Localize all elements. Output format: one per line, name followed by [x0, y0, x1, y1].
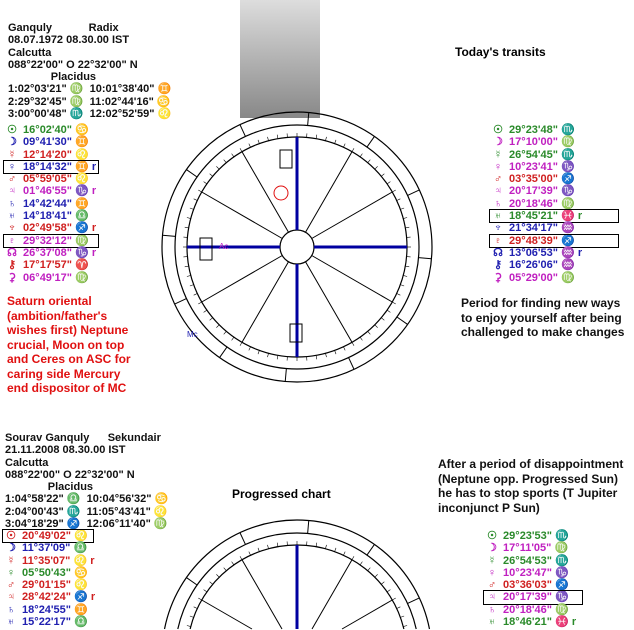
zodiac-sign-icon: ♏: [555, 530, 569, 542]
progressed-degree-tick: [240, 556, 242, 559]
zodiac-sign-icon: ♑: [561, 185, 575, 198]
progressed-degree-tick: [232, 562, 234, 565]
zodiac-sign-icon: ♌: [74, 530, 88, 542]
planet-position: 20°18'46": [506, 197, 562, 210]
planet-position: 20°17'39": [506, 185, 562, 198]
radix-degree-tick: [392, 302, 395, 304]
planet-glyph-icon: ♃: [487, 591, 497, 604]
zodiac-sign-icon: ♎: [73, 542, 88, 555]
progressed-degree-tick: [249, 552, 251, 556]
zodiac-sign-icon: ♈: [75, 259, 89, 272]
zodiac-sign-icon: ♍: [75, 234, 89, 247]
progressed-house-cusp: [312, 560, 352, 629]
progressed-degree-tick: [375, 574, 378, 577]
zodiac-sign-icon: ♌: [74, 579, 88, 592]
zodiac-sign-icon: ♒: [561, 246, 575, 259]
planet-glyph-icon: ♃: [6, 591, 16, 604]
radix-house-cusp: [306, 152, 353, 233]
mc-label: Mc: [187, 330, 198, 339]
radix-degree-tick: [194, 293, 198, 295]
planet-glyph-icon: ♂: [493, 173, 503, 186]
zodiac-sign-icon: ♐: [561, 234, 575, 247]
progressed-degree-tick: [360, 562, 362, 565]
radix-sign-divider: [367, 136, 374, 147]
progressed-degree-tick: [198, 598, 201, 600]
radix-degree-tick: [185, 227, 189, 228]
progressed-degree-tick: [352, 556, 354, 559]
node-highlight-circle: [274, 186, 288, 200]
retrograde-marker: r: [568, 616, 577, 629]
transit-interpretation: Period for finding new ways to enjoy yourself after being challenged to make changes: [461, 296, 625, 339]
radix-degree-tick: [210, 318, 213, 321]
planet-glyph-icon: ⚳: [493, 271, 503, 284]
radix-sign-divider: [240, 125, 245, 137]
progressed-degree-tick: [190, 616, 194, 617]
planet-position: 21°34'17": [506, 222, 562, 235]
retrograde-marker: r: [574, 210, 583, 223]
zodiac-sign-icon: ♊: [74, 603, 88, 616]
radix-degree-tick: [204, 182, 207, 184]
radix-degree-tick: [316, 135, 317, 139]
progressed-degree-tick: [210, 582, 213, 585]
radix-degree-tick: [375, 166, 378, 169]
progressed-sign-divider: [408, 598, 420, 603]
planet-glyph-icon: ⚷: [7, 259, 17, 272]
progressed-degree-tick: [187, 625, 191, 626]
header-line: 21.11.2008 08.30.00 IST: [5, 444, 126, 457]
radix-sign-divider: [175, 299, 187, 304]
radix-degree-tick: [210, 174, 213, 177]
zodiac-sign-icon: ♐: [75, 222, 89, 235]
radix-degree-tick: [232, 337, 234, 340]
planet-glyph-icon: ☊: [493, 246, 503, 259]
planet-glyph-icon: ♃: [7, 185, 17, 198]
header-line: Sourav Ganquly Sekundair: [5, 432, 161, 444]
zodiac-sign-icon: ♌: [75, 148, 89, 161]
progressed-degree-tick: [194, 607, 198, 609]
zodiac-sign-icon: ♒: [561, 259, 575, 272]
retrograde-marker: r: [88, 246, 97, 259]
planet-glyph-icon: ☽: [7, 136, 17, 149]
planet-position: 29°23'48": [506, 124, 562, 136]
zodiac-sign-icon: ♑: [75, 185, 89, 198]
radix-degree-tick: [405, 266, 409, 267]
retrograde-marker: r: [88, 222, 97, 235]
header-line: 3:00°00'48" ♏ 12:02°52'59" ♌: [8, 108, 172, 121]
asc-highlight-box: [200, 238, 212, 260]
radix-degree-tick: [375, 325, 378, 328]
transits-title: Today's transits: [455, 45, 546, 59]
zodiac-sign-icon: ♑: [555, 591, 569, 604]
progressed-degree-tick: [343, 552, 345, 556]
planet-glyph-icon: ♀: [6, 566, 16, 579]
radix-sign-divider: [285, 369, 286, 382]
radix-degree-tick: [381, 318, 384, 321]
retrograde-marker: r: [574, 246, 583, 259]
radix-degree-tick: [400, 285, 404, 286]
planet-glyph-icon: ♇: [493, 234, 503, 247]
header-line: 08.07.1972 08.30.00 IST: [8, 34, 130, 47]
radix-degree-tick: [343, 347, 345, 351]
zodiac-sign-icon: ♍: [561, 271, 575, 284]
radix-degree-tick: [198, 302, 201, 304]
zodiac-sign-icon: ♌: [75, 173, 89, 186]
radix-degree-tick: [224, 331, 227, 334]
radix-interpretation: Saturn oriental (ambition/father's wishes first) Neptune crucial, Moon on top and Ceres on ASC for caring side Mercury end dispositor of MC: [7, 294, 131, 395]
radix-degree-tick: [335, 350, 336, 354]
radix-degree-tick: [185, 266, 189, 267]
planet-glyph-icon: ♄: [487, 603, 497, 616]
radix-sign-divider: [308, 113, 309, 126]
planet-glyph-icon: ☽: [6, 542, 16, 555]
radix-house-cusp: [202, 192, 283, 239]
radix-degree-tick: [387, 310, 390, 312]
retrograde-marker: r: [87, 554, 95, 567]
planet-position: 11°35'07": [19, 554, 74, 567]
planet-position: 26°54'53": [500, 554, 556, 567]
zodiac-sign-icon: ♊: [75, 197, 89, 210]
progressed-sign-divider: [308, 521, 309, 534]
progressed-sign-divider: [186, 578, 197, 585]
planet-position: 18°24'55": [19, 603, 75, 616]
planet-position: 20°17'39": [500, 591, 556, 604]
radix-degree-tick: [267, 137, 268, 141]
header-line: Placidus: [8, 71, 97, 84]
zodiac-sign-icon: ♍: [561, 136, 575, 149]
radix-degree-tick: [240, 342, 242, 345]
radix-degree-tick: [352, 342, 354, 345]
radix-sign-divider: [419, 258, 432, 259]
radix-degree-tick: [187, 217, 191, 218]
retrograde-marker: r: [87, 591, 96, 604]
retrograde-marker: r: [88, 160, 97, 173]
radix-degree-tick: [397, 199, 401, 201]
header-line: 3:04°18'29" ♐ 12:06°11'40" ♍: [5, 518, 168, 531]
planet-position: 20°49'02": [19, 530, 75, 542]
planet-position: 10°23'41": [506, 160, 562, 173]
progressed-sign-divider: [367, 544, 374, 555]
planet-glyph-icon: ♇: [7, 234, 17, 247]
radix-degree-tick: [190, 285, 194, 286]
planet-glyph-icon: ☽: [493, 136, 503, 149]
radix-degree-tick: [277, 135, 278, 139]
planet-position: 18°45'21": [506, 210, 562, 223]
planet-glyph-icon: ♆: [7, 222, 17, 235]
radix-degree-tick: [249, 347, 251, 351]
planet-position: 03°35'00": [506, 173, 562, 186]
header-line: Calcutta: [5, 456, 49, 469]
planet-glyph-icon: ♅: [493, 210, 503, 223]
planet-position: 17°11'05": [500, 542, 555, 555]
venus-highlight-box: [280, 150, 292, 168]
planet-glyph-icon: ☉: [487, 530, 497, 542]
planet-glyph-icon: ♂: [7, 173, 17, 186]
radix-house-cusp: [312, 256, 393, 303]
header-line: Calcutta: [8, 46, 52, 59]
radix-degree-tick: [397, 293, 401, 295]
radix-degree-tick: [232, 154, 234, 157]
planet-glyph-icon: ☿: [6, 554, 16, 567]
progressed-house-cusp: [242, 560, 282, 629]
radix-house-cusp: [202, 256, 283, 303]
planet-position: 16°02'40": [20, 124, 76, 136]
planet-position: 09°41'30": [20, 136, 76, 149]
zodiac-sign-icon: ♐: [561, 173, 575, 186]
radix-degree-tick: [216, 325, 219, 328]
planet-position: 13°06'53": [506, 246, 562, 259]
radix-degree-tick: [258, 140, 259, 144]
progressed-degree-tick: [392, 598, 395, 600]
radix-degree-tick: [316, 355, 317, 359]
zodiac-sign-icon: ♊: [75, 160, 89, 173]
radix-degree-tick: [325, 137, 326, 141]
radix-degree-tick: [194, 199, 198, 201]
progressed-degree-tick: [403, 625, 407, 626]
radix-degree-tick: [204, 310, 207, 312]
planet-position: 15°22'17": [19, 616, 75, 629]
radix-degree-tick: [325, 353, 326, 357]
planet-position: 28°42'24": [19, 591, 75, 604]
planet-position: 03°36'03": [500, 579, 556, 592]
header-line: 1:04°58'22" ♎ 10:04°56'32" ♋: [5, 493, 169, 506]
zodiac-sign-icon: ♒: [561, 222, 575, 235]
radix-house-cusp: [312, 192, 393, 239]
header-line: Ganquly Radix: [8, 22, 119, 34]
planet-glyph-icon: ♃: [493, 185, 503, 198]
radix-degree-tick: [387, 182, 390, 184]
planet-position: 05°29'00": [506, 271, 562, 284]
planet-position: 26°54'45": [506, 148, 562, 161]
radix-degree-tick: [392, 190, 395, 192]
zodiac-sign-icon: ♌: [73, 554, 88, 567]
progressed-house-cusp: [342, 600, 392, 629]
radix-degree-tick: [267, 353, 268, 357]
radix-sign-divider: [163, 235, 176, 236]
planet-position: 14°42'44": [20, 197, 76, 210]
planet-position: 17°17'57": [20, 259, 76, 272]
radix-degree-tick: [240, 148, 242, 151]
retrograde-marker: r: [88, 185, 97, 198]
zodiac-sign-icon: ♏: [561, 148, 575, 161]
zodiac-sign-icon: ♍: [554, 542, 569, 555]
asc-label: Ac: [219, 242, 229, 251]
planet-glyph-icon: ♀: [493, 160, 503, 173]
planet-position: 18°46'21": [500, 616, 556, 629]
zodiac-sign-icon: ♐: [74, 591, 88, 604]
radix-degree-tick: [403, 217, 407, 218]
planet-glyph-icon: ☽: [487, 542, 497, 555]
planet-position: 29°01'15": [19, 579, 75, 592]
radix-degree-tick: [335, 140, 336, 144]
progressed-degree-tick: [204, 590, 207, 592]
zodiac-sign-icon: ♍: [555, 603, 569, 616]
header-line: Placidus: [5, 481, 94, 494]
zodiac-sign-icon: ♓: [555, 616, 569, 629]
planet-position: 29°23'53": [500, 530, 556, 542]
radix-sign-divider: [220, 347, 227, 358]
planet-glyph-icon: ♂: [487, 579, 497, 592]
radix-degree-tick: [187, 275, 191, 276]
planet-glyph-icon: ♂: [6, 579, 16, 592]
planet-glyph-icon: ☉: [493, 124, 503, 136]
planet-position: 06°49'17": [20, 271, 76, 284]
progressed-chart-title: Progressed chart: [232, 487, 331, 501]
radix-degree-tick: [403, 275, 407, 276]
progressed-degree-tick: [368, 568, 371, 571]
planet-glyph-icon: ♀: [487, 566, 497, 579]
planet-glyph-icon: ♅: [7, 210, 17, 223]
zodiac-sign-icon: ♏: [561, 124, 575, 136]
planet-position: 26°37'08": [20, 246, 76, 259]
planet-glyph-icon: ♆: [493, 222, 503, 235]
radix-degree-tick: [368, 160, 371, 163]
progressed-degree-tick: [387, 590, 390, 592]
radix-degree-tick: [190, 208, 194, 209]
planet-glyph-icon: ♄: [7, 197, 17, 210]
progressed-house-cusp: [202, 600, 252, 629]
radix-ring: [280, 230, 314, 264]
radix-degree-tick: [381, 174, 384, 177]
planet-position: 12°14'20": [20, 148, 76, 161]
radix-sign-divider: [408, 190, 420, 195]
planet-glyph-icon: ♀: [7, 160, 17, 173]
radix-degree-tick: [277, 355, 278, 359]
zodiac-sign-icon: ♑: [561, 160, 575, 173]
progressed-degree-tick: [224, 568, 227, 571]
planet-glyph-icon: ♄: [6, 603, 16, 616]
radix-degree-tick: [352, 148, 354, 151]
planet-position: 16°26'06": [506, 259, 562, 272]
planet-glyph-icon: ♅: [487, 616, 497, 629]
zodiac-sign-icon: ♏: [555, 554, 569, 567]
header-line: 088°22'00" O 22°32'00" N: [8, 58, 138, 71]
planet-glyph-icon: ☿: [487, 554, 497, 567]
zodiac-sign-icon: ♊: [75, 136, 89, 149]
planet-position: 18°14'32": [20, 160, 76, 173]
planet-glyph-icon: ☿: [493, 148, 503, 161]
radix-house-cusp: [242, 262, 289, 343]
planet-position: 05°50'43": [19, 566, 75, 579]
planet-glyph-icon: ♅: [6, 616, 16, 629]
radix-degree-tick: [216, 166, 219, 169]
radix-degree-tick: [400, 208, 404, 209]
planet-glyph-icon: ☉: [6, 530, 16, 542]
planet-position: 01°46'55": [20, 185, 76, 198]
planet-position: 29°32'12": [20, 234, 76, 247]
zodiac-sign-icon: ♎: [74, 616, 88, 629]
progressed-degree-tick: [216, 574, 219, 577]
zodiac-sign-icon: ♍: [561, 197, 575, 210]
header-line: 2:04°00'43" ♏ 11:05°43'41" ♌: [5, 505, 168, 518]
radix-sign-divider: [349, 358, 354, 370]
planet-glyph-icon: ⚳: [7, 271, 17, 284]
radix-degree-tick: [249, 144, 251, 148]
header-line: 088°22'00" O 22°32'00" N: [5, 468, 135, 481]
zodiac-sign-icon: ♍: [75, 271, 89, 284]
header-line: 2:29°32'45" ♍ 11:02°44'16" ♋: [8, 95, 171, 108]
radix-degree-tick: [368, 331, 371, 334]
radix-house-cusp: [306, 262, 353, 343]
progressed-degree-tick: [400, 616, 404, 617]
radix-sign-divider: [397, 317, 408, 324]
header-line: 1:02°03'21" ♍ 10:01°38'40" ♊: [8, 83, 172, 96]
planet-glyph-icon: ♄: [493, 197, 503, 210]
radix-sign-divider: [186, 170, 197, 177]
progressed-comment: After a period of disappointment (Neptune opp. Progressed Sun) he has to stop sports (T Jupiter inconjunct P Sun): [438, 457, 624, 515]
progressed-degree-tick: [381, 582, 384, 585]
radix-degree-tick: [405, 227, 409, 228]
planet-position: 10°23'47": [500, 566, 556, 579]
zodiac-sign-icon: ♓: [561, 210, 575, 223]
zodiac-sign-icon: ♎: [75, 210, 89, 223]
radix-degree-tick: [360, 337, 362, 340]
radix-degree-tick: [198, 190, 201, 192]
radix-degree-tick: [258, 350, 259, 354]
zodiac-sign-icon: ♋: [74, 566, 88, 579]
planet-position: 29°48'39": [506, 234, 562, 247]
planet-glyph-icon: ☿: [7, 148, 17, 161]
planet-position: 14°18'41": [20, 210, 76, 223]
radix-degree-tick: [360, 154, 362, 157]
planet-position: 02°49'58": [20, 222, 76, 235]
planet-position: 20°18'46": [500, 603, 556, 616]
zodiac-sign-icon: ♑: [75, 246, 89, 259]
progressed-degree-tick: [397, 607, 401, 609]
radix-degree-tick: [224, 160, 227, 163]
planet-position: 11°37'09": [19, 542, 74, 555]
zodiac-sign-icon: ♋: [75, 124, 89, 136]
planet-position: 17°10'00": [506, 136, 562, 149]
radix-house-cusp: [242, 152, 289, 233]
progressed-sign-divider: [240, 533, 245, 545]
planet-glyph-icon: ☉: [7, 124, 17, 136]
planet-glyph-icon: ☊: [7, 246, 17, 259]
zodiac-sign-icon: ♑: [555, 566, 569, 579]
planet-position: 05°59'05": [20, 173, 76, 186]
planet-glyph-icon: ⚷: [493, 259, 503, 272]
zodiac-sign-icon: ♐: [555, 579, 569, 592]
radix-degree-tick: [343, 144, 345, 148]
